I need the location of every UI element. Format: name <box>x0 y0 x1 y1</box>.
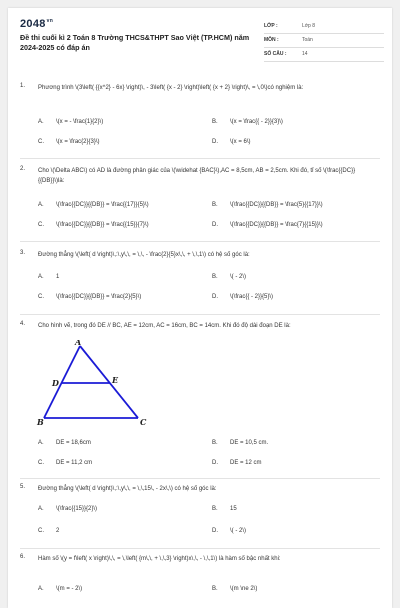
question-number: 6. <box>20 554 26 560</box>
question-text: Hàm số \(y = f\left( x \right)\,\, = \,\left( {m\,\, + \,\,3} \right)x\,\, - \,\,1\) là hàm số bậc nhất khi: <box>38 556 281 562</box>
divider <box>20 241 380 242</box>
meta-row-subject: MÔN : Toán <box>264 34 384 48</box>
divider <box>20 548 380 549</box>
question-number: 1. <box>20 83 26 89</box>
question-number: 2. <box>20 166 26 172</box>
meta-row-count: SỐ CÂU : 14 <box>264 48 384 62</box>
triangle-figure <box>36 340 166 430</box>
question-4-options: A. DE = 18,6cm B. DE = 10,5 cm. C. DE = 11,2 cm D. DE = 12 cm <box>38 440 269 466</box>
vertex-c-label: C <box>140 417 147 427</box>
vertex-e-label: E <box>112 375 119 385</box>
question-4 <box>20 321 380 341</box>
question-text: Đường thẳng \(\left( d \right)\,:\,y\,\, = \,\,15\, - 2x\,\) có hệ số góc là: <box>38 486 217 492</box>
vertex-b-label: B <box>37 417 44 427</box>
question-3: 3. Đường thẳng \(\left( d \right)\,:\,y\,\, = \,\, - \frac{2}{5}x\,\, + \,\,1\) có hệ số góc là: A. 1 B. \( - 2\) C. \(\frac{{DC}}{{DB}} = \frac{2}{5}\) D. \(\frac{{ - 2}}{5}\) <box>20 250 380 310</box>
vertex-d-label: D <box>52 378 59 388</box>
question-text: Phương trình \(3\left( {{x^2} - 6x} \right)\, - 3\left( {x - 2} \right)\left( {x + 2} \right)\, = \,0\)có nghiệm là: <box>38 85 304 91</box>
question-6: 6. Hàm số \(y = f\left( x \right)\,\, = \,\left( {m\,\, + \,\,3} \right)x\,\, - \,\,1\) là hàm số bậc nhất khi: A. \(m = - 2\) B. \(m \ne 2\) <box>20 554 380 600</box>
header <box>20 18 380 66</box>
side-ab <box>44 346 80 418</box>
divider <box>20 478 380 479</box>
question-text: Cho \(\Delta ABC\) có AD là đường phân giác của \(\widehat {BAC}\),AC = 8,5cm, AB = 2,5cm. Khi đó, tỉ số \(\frac{{DC}}{{DB}}\)là: <box>38 168 356 184</box>
question-text: Cho hình vẽ, trong đó DE // BC, AE = 12cm, AC = 16cm, BC = 14cm. Khi đó độ dài đoạn DE là: <box>38 323 291 329</box>
site-logo[interactable]: $2048^{vn}$ <box>20 18 54 30</box>
exam-meta <box>264 20 384 62</box>
exam-page <box>8 8 392 608</box>
page-title: Đề thi cuối kì 2 Toán 8 Trường THCS&THPT Sao Việt (TP.HCM) năm 2024-2025 có đáp án <box>20 33 250 52</box>
question-number: 5. <box>20 484 26 490</box>
meta-row-class: LỚP : Lớp 8 <box>264 20 384 34</box>
question-2: 2. Cho \(\Delta ABC\) có AD là đường phân giác của \(\widehat {BAC}\),AC = 8,5cm, AB = 2,5cm. Khi đó, tỉ số \(\frac{{DC}}{{DB}}\)là: A. \(\frac{{DC}}{{DB}} = \frac{{17}}{5}\) B. \(\frac{{DC}}{{DB}} = \frac{5}{{17}}\) C. \(\frac{{DC}}{{DB}} = \frac{{15}}{7}\) D. \(\frac{{DC}}{{DB}} = \frac{7}{{15}}\) <box>20 166 380 236</box>
divider <box>20 314 380 315</box>
question-text: Đường thẳng \(\left( d \right)\,:\,y\,\, = \,\, - \frac{2}{5}x\,\, + \,\,1\) có hệ số góc là: <box>38 252 250 258</box>
vertex-a-label: A <box>75 340 82 347</box>
question-5: 5. Đường thẳng \(\left( d \right)\,:\,y\,\, = \,\,15\, - 2x\,\) có hệ số góc là: A. \(\frac{{15}}{2}\) B. 15 C. 2 D. \( - 2\) <box>20 484 380 544</box>
question-1: 1. Phương trình \(3\left( {{x^2} - 6x} \right)\, - 3\left( {x - 2} \right)\left( {x + 2} \right)\, = \,0\)có nghiệm là: A. \(x = - \frac{1}{2}\) B. \(x = \frac{{ - 2}}{3}\) C. \(x = \frac{2}{3}\) D. \(x = 6\) <box>20 83 380 153</box>
question-number: 3. <box>20 250 26 256</box>
question-number: 4. <box>20 321 26 327</box>
divider <box>20 158 380 159</box>
side-ac <box>80 346 138 418</box>
